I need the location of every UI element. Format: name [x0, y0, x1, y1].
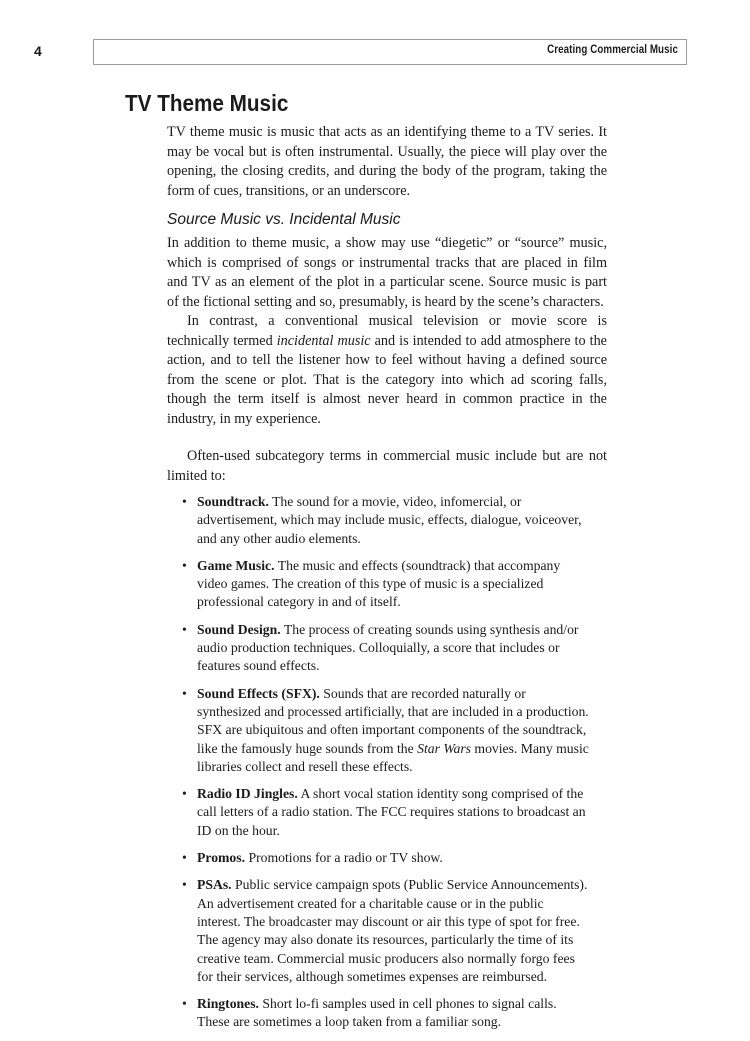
subsection-title: Source Music vs. Incidental Music: [167, 211, 401, 228]
term-definition: The sound for a movie, video, infomercial, or advertisement, which may include music, effects, dialogue, voiceover, and any other audio elements.: [197, 494, 582, 546]
list-item: [182, 493, 590, 548]
term-definition: Sounds that are recorded naturally or synthesized and processed artificially, that are included in a production. SFX are ubiquitous and often important components of the soundtrack, like the famously huge sounds from the: [197, 685, 589, 756]
list-item: [182, 685, 590, 776]
bullet-icon: •: [182, 786, 187, 802]
body-text: [167, 123, 607, 1041]
bullet-icon: •: [182, 557, 187, 573]
star-wars-title: Star Wars: [417, 740, 471, 756]
term-label: Game Music.: [197, 557, 275, 573]
list-item: [182, 785, 590, 840]
incidental-music-term: incidental music: [276, 332, 371, 349]
paragraph-text: and is intended to add atmosphere to the action, and to tell the listener how to feel without having a defined source from the scene or plot. That is the category into which ad scoring falls, though the term itself is almost never heard in common practice in the industry, in my experience.: [167, 332, 607, 427]
paragraph-text: In contrast, a conventional musical television or movie score is technically termed: [167, 313, 607, 349]
term-definition: The process of creating sounds using synthesis and/or audio production techniques. Colloquially, a score that includes or features sound effects.: [197, 621, 579, 674]
bullet-icon: •: [182, 850, 187, 866]
list-item: [182, 849, 590, 867]
term-label: Sound Effects (SFX).: [197, 685, 320, 701]
running-head: Creating Commercial Music: [547, 44, 678, 56]
term-definition: Public service campaign spots (Public Service Announcements). An advertisement created for a charitable cause or in the public interest. The broadcaster may discount or air this type of spot for free. The agency may also donate its resources, particularly the time of its creative team. Commercial music producers also normally forgo fees for their services, although sometimes expenses are reimbursed.: [197, 877, 588, 984]
list-item: [182, 995, 590, 1032]
term-label: Soundtrack.: [197, 494, 269, 509]
section-title: TV Theme Music: [125, 90, 289, 116]
list-intro-paragraph: Often-used subcategory terms in commercial music include but are not limited to:: [167, 448, 607, 484]
subcategory-terms-list: [167, 493, 590, 1032]
page-number: 4: [34, 43, 42, 59]
term-definition-end: movies. Many music libraries collect and resell these effects.: [197, 740, 589, 774]
bullet-icon: •: [182, 877, 187, 893]
term-definition: Promotions for a radio or TV show.: [245, 850, 443, 866]
term-label: Radio ID Jingles.: [197, 786, 298, 802]
running-head-bar: [93, 39, 687, 65]
bullet-icon: •: [182, 996, 187, 1012]
incidental-music-paragraph: [167, 312, 607, 429]
term-label: Ringtones.: [197, 996, 259, 1012]
list-item: [182, 621, 590, 676]
intro-paragraph: TV theme music is music that acts as an identifying theme to a TV series. It may be vocal but is often instrumental. Usually, the piece will play over the opening, the closing credits, and during the body of the program, taking the form of cues, transitions, or an underscore.: [167, 124, 607, 199]
term-label: PSAs.: [197, 877, 232, 893]
bullet-icon: •: [182, 494, 187, 509]
source-music-paragraph: In addition to theme music, a show may use “diegetic” or “source” music, which is comprised of songs or instrumental tracks that are placed in film and TV as an element of the plot in a particular scene. Source music is part of the fictional setting and so, presumably, is heard by the scene’s characters.: [167, 235, 607, 310]
term-definition: Short lo-fi samples used in cell phones to signal calls. These are sometimes a loop taken from a familiar song.: [197, 996, 557, 1030]
term-definition: The music and effects (soundtrack) that accompany video games. The creation of this type of music is a specialized professional category in and of itself.: [197, 557, 561, 610]
term-label: Sound Design.: [197, 621, 281, 637]
list-item: [182, 557, 590, 612]
bullet-icon: •: [182, 685, 187, 701]
term-label: Promos.: [197, 850, 246, 866]
bullet-icon: •: [182, 621, 187, 637]
term-definition: A short vocal station identity song comprised of the call letters of a radio station. The FCC requires stations to broadcast an ID on the hour.: [197, 786, 586, 838]
list-item: [182, 876, 590, 986]
